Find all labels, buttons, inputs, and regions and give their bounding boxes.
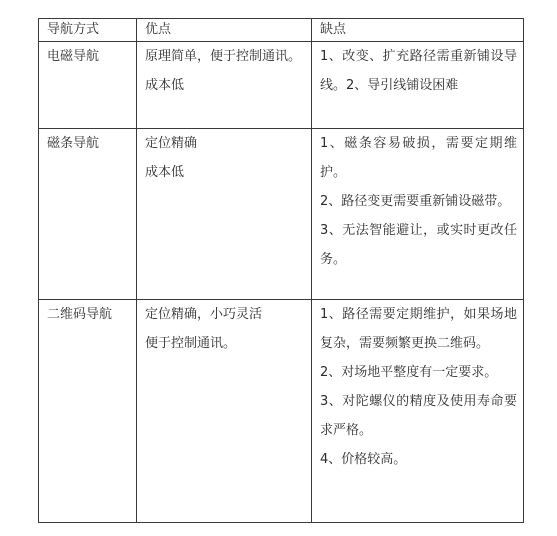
method-name: 电磁导航: [47, 49, 100, 64]
method-name: 磁条导航: [47, 136, 100, 151]
cons-item: 2、对场地平整度有一定要求。: [320, 365, 498, 380]
table-row: [39, 42, 524, 129]
pros-cell: [137, 129, 312, 300]
table-container: [38, 18, 524, 523]
pros-item: 成本低: [145, 165, 185, 180]
pros-cell: [137, 300, 312, 523]
cons-item: 4、价格较高。: [320, 452, 407, 467]
pros-item: 便于控制通讯。: [145, 336, 237, 351]
table-row: [39, 300, 524, 523]
cons-item: 1、路径需要定期维护，如果场地复杂，需要频繁更换二维码。: [320, 307, 517, 351]
cons-item: 2、路径变更需要重新铺设磁带。: [320, 194, 511, 209]
pros-item: 成本低: [145, 78, 185, 93]
pros-item: 定位精确，小巧灵活: [145, 307, 263, 322]
cons-cell: [312, 300, 524, 523]
header-method: 导航方式: [39, 19, 137, 42]
method-cell: [39, 300, 137, 523]
header-pros: 优点: [137, 19, 312, 42]
cons-item: 3、对陀螺仪的精度及使用寿命要求严格。: [320, 394, 517, 438]
cons-item: 3、无法智能避让，或实时更改任务。: [320, 223, 517, 267]
pros-item: 定位精确: [145, 136, 198, 151]
table-header-row: [39, 19, 524, 42]
navigation-comparison-table: [38, 18, 524, 523]
pros-item: 原理简单，便于控制通讯。: [145, 49, 302, 64]
table-row: [39, 129, 524, 300]
header-cons: 缺点: [312, 19, 524, 42]
pros-cell: [137, 42, 312, 129]
cons-cell: [312, 42, 524, 129]
cons-item: 1、磁条容易破损，需要定期维护。: [320, 136, 517, 180]
method-cell: [39, 42, 137, 129]
method-name: 二维码导航: [47, 307, 113, 322]
cons-cell: [312, 129, 524, 300]
method-cell: [39, 129, 137, 300]
cons-item: 1、改变、扩充路径需重新铺设导线。2、导引线铺设困难: [320, 49, 517, 93]
